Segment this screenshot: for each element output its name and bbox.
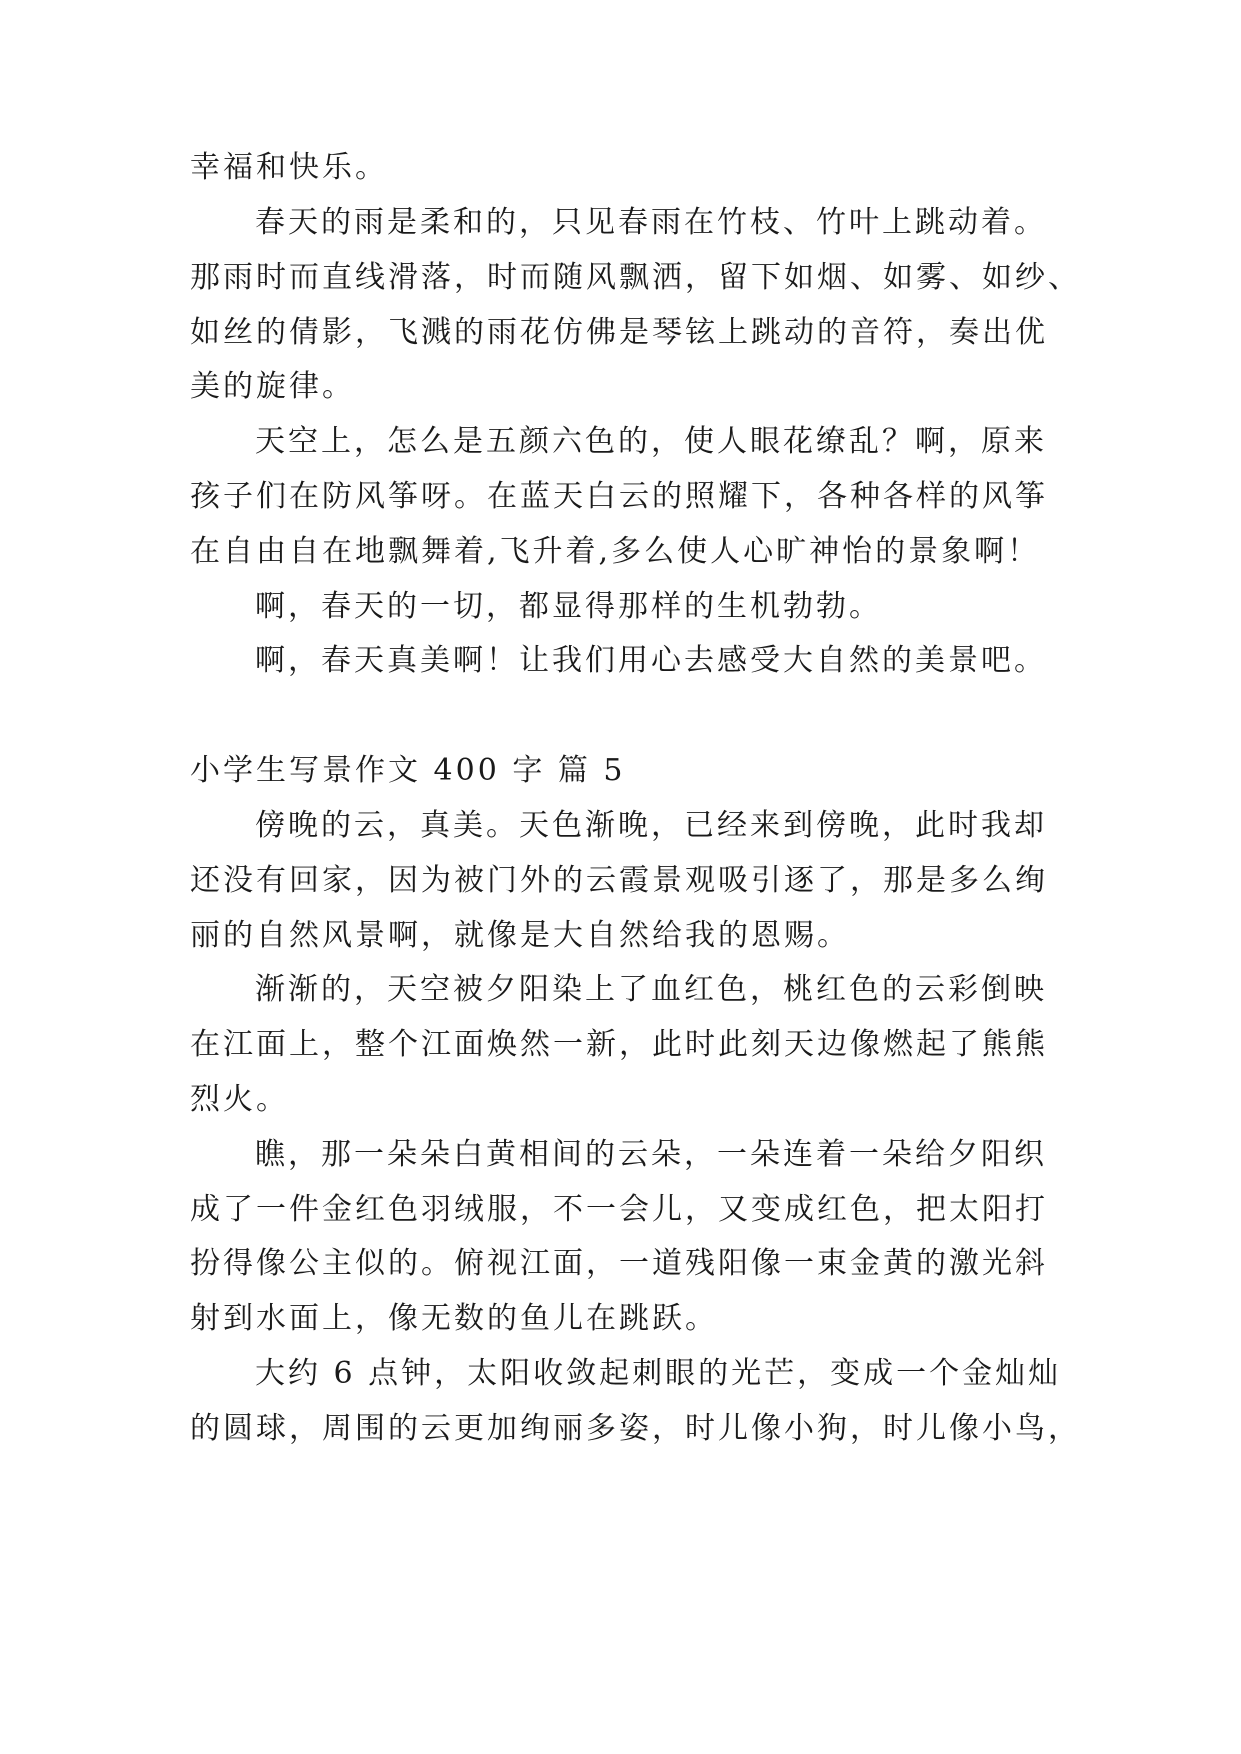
text-line: 扮得像公主似的。俯视江面，一道残阳像一束金黄的激光斜 — [190, 1246, 1048, 1281]
paragraph-first-line: 啊，春天真美啊！让我们用心去感受大自然的美景吧。 — [255, 643, 1047, 678]
text-line: 那雨时而直线滑落，时而随风飘洒，留下如烟、如雾、如纱、 — [190, 260, 1081, 295]
text-line: 幸福和快乐。 — [190, 150, 388, 185]
text-line: 如丝的倩影，飞溅的雨花仿佛是琴铉上跳动的音符，奏出优 — [190, 315, 1048, 350]
paragraph-first-line: 春天的雨是柔和的，只见春雨在竹枝、竹叶上跳动着。 — [255, 205, 1047, 240]
paragraph-first-line: 啊，春天的一切，都显得那样的生机勃勃。 — [255, 589, 882, 624]
paragraph-first-line: 大约 6 点钟，太阳收敛起刺眼的光芒，变成一个金灿灿 — [255, 1356, 1062, 1391]
paragraph-first-line: 瞧，那一朵朵白黄相间的云朵，一朵连着一朵给夕阳织 — [255, 1137, 1047, 1172]
text-line: 在江面上，整个江面焕然一新，此时此刻天边像燃起了熊熊 — [190, 1027, 1048, 1062]
text-line: 射到水面上，像无数的鱼儿在跳跃。 — [190, 1301, 718, 1336]
paragraph-first-line: 傍晚的云，真美。天色渐晚，已经来到傍晚，此时我却 — [255, 808, 1047, 843]
paragraph-first-line: 天空上，怎么是五颜六色的，使人眼花缭乱？啊，原来 — [255, 424, 1047, 459]
text-line: 的圆球，周围的云更加绚丽多姿，时儿像小狗，时儿像小鸟， — [190, 1411, 1081, 1446]
text-line: 成了一件金红色羽绒服，不一会儿，又变成红色，把太阳打 — [190, 1192, 1048, 1227]
section-heading: 小学生写景作文 400 字 篇 5 — [190, 753, 626, 788]
text-line: 还没有回家，因为被门外的云霞景观吸引逐了，那是多么绚 — [190, 863, 1048, 898]
text-line: 美的旋律。 — [190, 369, 355, 404]
text-line: 烈火。 — [190, 1082, 289, 1117]
text-line: 丽的自然风景啊，就像是大自然给我的恩赐。 — [190, 918, 850, 953]
paragraph-first-line: 渐渐的，天空被夕阳染上了血红色，桃红色的云彩倒映 — [255, 972, 1047, 1007]
text-line: 在自由自在地飘舞着,飞升着,多么使人心旷神怡的景象啊！ — [190, 534, 1041, 569]
text-line: 孩子们在防风筝呀。在蓝天白云的照耀下，各种各样的风筝 — [190, 479, 1048, 514]
